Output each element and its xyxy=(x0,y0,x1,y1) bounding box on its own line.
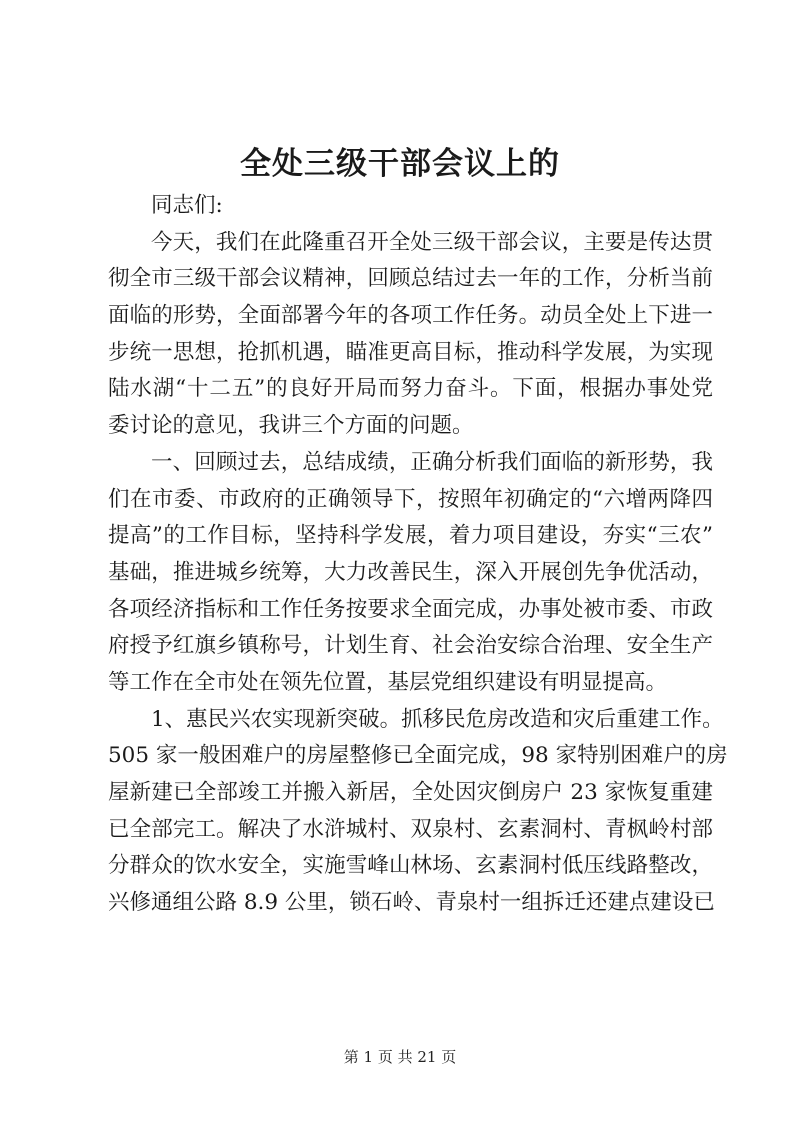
body-line: 步统一思想，抢抓机遇，瞄准更高目标，推动科学发展，为实现 xyxy=(108,339,713,365)
body-line: 分群众的饮水安全，实施雪峰山林场、玄素洞村低压线路整改， xyxy=(108,853,713,879)
body-line: 已全部完工。解决了水浒城村、双泉村、玄素洞村、青枫岭村部 xyxy=(108,816,713,842)
body-line: 屋新建已全部竣工并搬入新居，全处因灾倒房户 23 家恢复重建 xyxy=(108,780,713,805)
body-line: 兴修通组公路 8.9 公里，锁石岭、青泉村一组拆迁还建点建设已 xyxy=(108,890,715,916)
body-line: 今天，我们在此隆重召开全处三级干部会议，主要是传达贯 xyxy=(151,229,713,255)
body-line: 委讨论的意见，我讲三个方面的问题。 xyxy=(108,413,474,439)
page-footer: 第 1 页 共 21 页 xyxy=(343,1048,457,1066)
body-line: 基础，推进城乡统筹，大力改善民生，深入开展创先争优活动， xyxy=(108,559,713,585)
document-body xyxy=(108,188,728,922)
document-title: 全处三级干部会议上的 xyxy=(240,146,560,182)
body-line: 505 家一般困难户的房屋整修已全面完成，98 家特别困难户的房 xyxy=(108,743,728,769)
salutation: 同志们: xyxy=(151,193,223,218)
body-line: 面临的形势，全面部署今年的各项工作任务。动员全处上下进一 xyxy=(108,303,713,329)
body-line: 提高”的工作目标，坚持科学发展，着力项目建设，夯实“三农” xyxy=(108,523,713,549)
body-line: 们在市委、市政府的正确领导下，按照年初确定的“六增两降四 xyxy=(108,486,713,512)
body-line: 一、回顾过去，总结成绩，正确分析我们面临的新形势，我 xyxy=(151,449,713,475)
body-line: 府授予红旗乡镇称号，计划生育、社会治安综合治理、安全生产 xyxy=(108,633,713,659)
body-line: 各项经济指标和工作任务按要求全面完成，办事处被市委、市政 xyxy=(108,596,713,622)
body-line: 陆水湖“十二五”的良好开局而努力奋斗。下面，根据办事处党 xyxy=(108,376,713,402)
body-line: 等工作在全市处在领先位置，基层党组织建设有明显提高。 xyxy=(108,669,668,695)
body-line: 彻全市三级干部会议精神，回顾总结过去一年的工作，分析当前 xyxy=(108,266,713,292)
body-line: 1、惠民兴农实现新突破。抓移民危房改造和灾后重建工作。 xyxy=(151,706,724,732)
